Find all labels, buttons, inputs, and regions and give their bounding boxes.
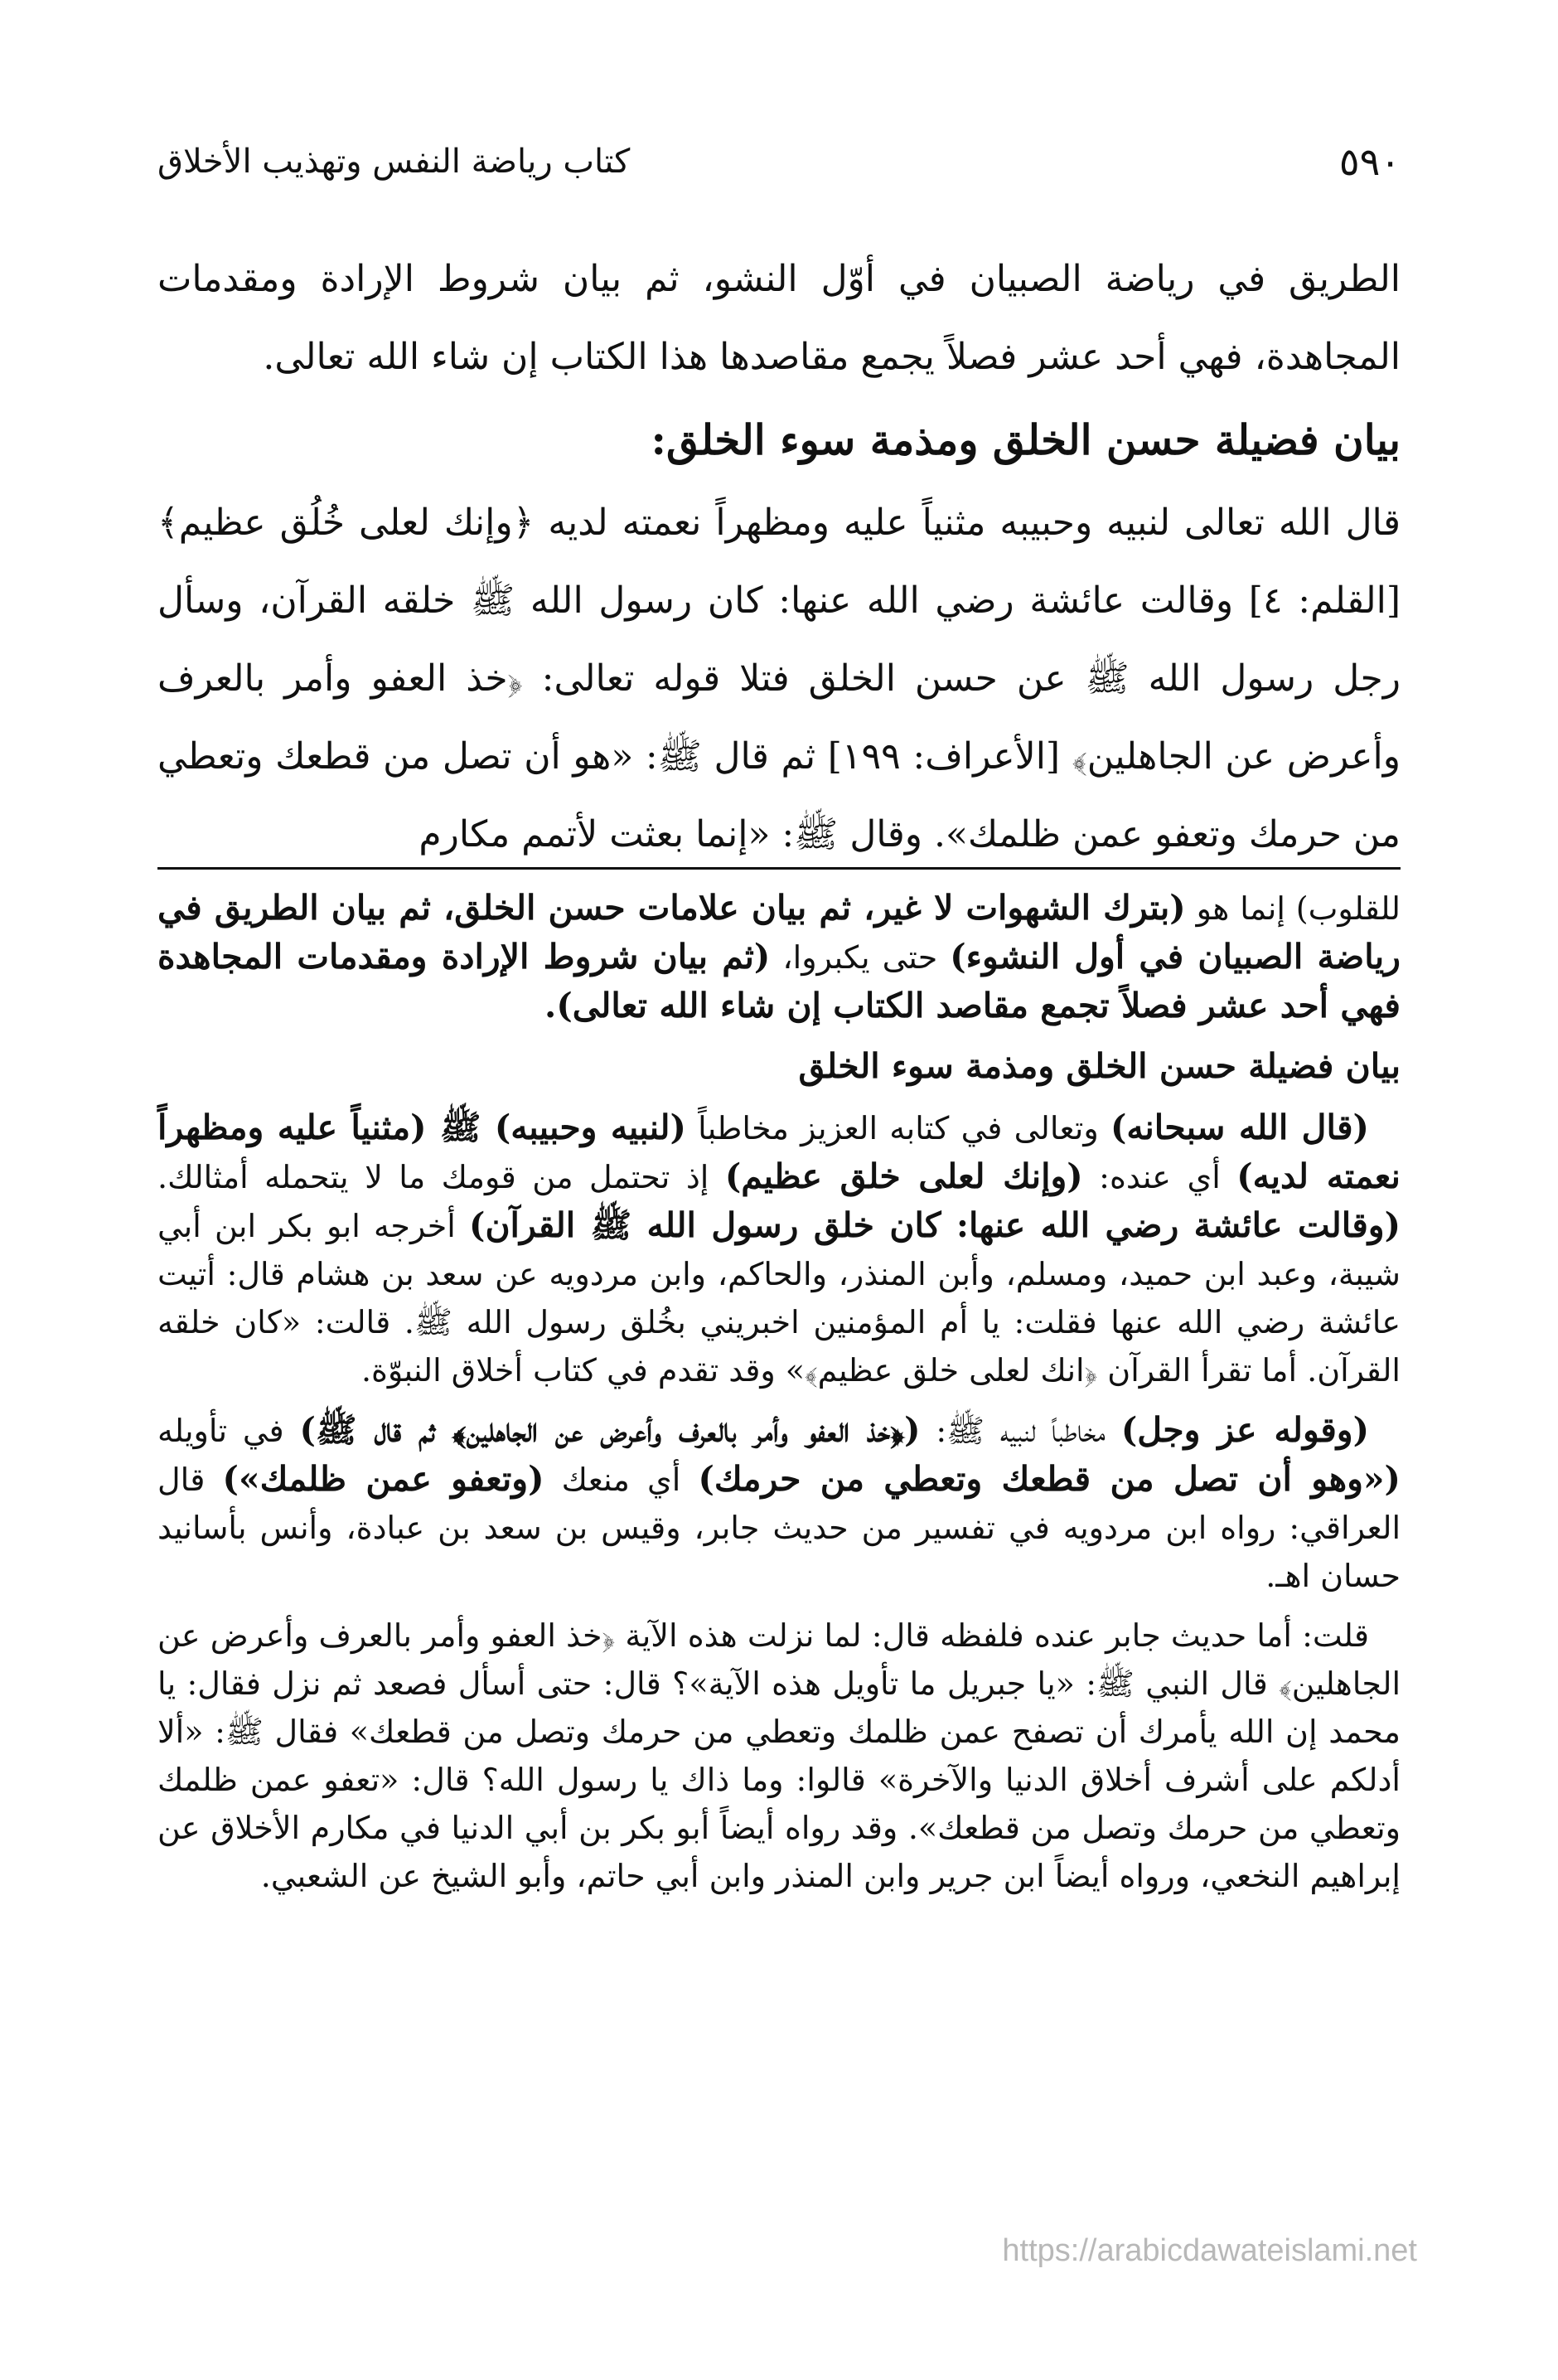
commentary-text: أي عنده: <box>1099 1159 1221 1195</box>
section-heading: بيان فضيلة حسن الخلق ومذمة سوء الخلق: <box>651 415 1401 464</box>
commentary-lemma: (وإنك لعلى خلق عظيم) <box>724 1156 1083 1196</box>
commentary-paragraph-1 <box>157 884 1401 1030</box>
commentary-lemma: (لنبيه وحبيبه) ﷺ (مثنياً عليه ومظهراً نعمته لديه) <box>157 1108 1401 1196</box>
commentary-text: قال العراقي: رواه ابن مردويه في تفسير من حديث جابر، وقيس بن سعد بن عبادة، وأنس بأسانيد حسان اهـ. <box>157 1461 1401 1594</box>
commentary-paragraph-3 <box>157 1406 1401 1600</box>
commentary-text: حتى يكبروا، <box>782 939 938 976</box>
commentary-text: وتعالى في كتابه العزيز مخاطباً <box>698 1110 1099 1146</box>
commentary <box>157 884 1401 1912</box>
page-number: ٥٩٠ <box>1338 139 1401 184</box>
commentary-lemma: (وقالت عائشة رضي الله عنها: كان خلق رسول الله ﷺ القرآن) <box>469 1205 1401 1245</box>
commentary-lemma: (وتعفو عمن ظلمك») <box>222 1459 544 1499</box>
commentary-paragraph-4: قلت: أما حديث جابر عنده فلفظه قال: لما نزلت هذه الآية ﴿خذ العفو وأمر بالعرف وأعرض عن الجاهلين﴾ قال النبي ﷺ: «يا جبريل ما تأويل هذه الآية»؟ قال: حتى أسأل فصعد ثم نزل فقال: يا محمد إن الله يأمرك أن تصفح عمن ظلمك وتعطي من حرمك وتصل من قطعك» فقال ﷺ: «ألا أدلكم على أشرف أخلاق الدنيا والآخرة» قالوا: وما ذاك يا رسول الله؟ قال: «تعفو عمن ظلمك وتعطي من حرمك وتصل من قطعك». وقد رواه أيضاً أبو بكر بن أبي الدنيا في مكارم الأخلاق عن إبراهيم النخعي، ورواه أيضاً ابن جرير وابن المنذر وابن أبي حاتم، وأبو الشيخ عن الشعبي. <box>157 1617 1401 1894</box>
running-head <box>157 133 1401 191</box>
commentary-text: إذ تحتمل من قومك ما لا يتحمله أمثالك. <box>157 1159 709 1195</box>
commentary-lemma: (﴿خذ العفو وأمر بالعرف وأعرض عن الجاهلين﴾ ثم قال ﷺ) <box>299 1410 921 1450</box>
commentary-text: مخاطباً لنبيه ﷺ: <box>936 1413 1106 1449</box>
commentary-text: للقلوب) إنما هو <box>1196 890 1401 927</box>
commentary-lemma: (ثم بيان شروط الإرادة ومقدمات المجاهدة فهي أحد عشر فصلاً تجمع مقاصد الكتاب إن شاء الله تعالى). <box>157 937 1401 1025</box>
watermark: https://arabicdawateislami.net <box>1002 2233 1417 2268</box>
commentary-lemma: (وقوله عز وجل) <box>1120 1410 1369 1450</box>
main-paragraph-1: الطريق في رياضة الصبيان في أوّل النشو، ثم بيان شروط الإرادة ومقدمات المجاهدة، فهي أحد عشر فصلاً يجمع مقاصدها هذا الكتاب إن شاء الله تعالى. <box>157 258 1401 378</box>
commentary-lemma: («وهو أن تصل من قطعك وتعطي من حرمك) <box>698 1459 1401 1499</box>
main-paragraph-2: قال الله تعالى لنبيه وحبيبه مثنياً عليه ومظهراً نعمته لديه ﴿وإنك لعلى خُلُق عظيم﴾ [القلم: ٤] وقالت عائشة رضي الله عنها: كان رسول الله ﷺ خلقه القرآن، وسأل رجل رسول الله ﷺ عن حسن الخلق فتلا قوله تعالى: ﴿خذ العفو وأمر بالعرف وأعرض عن الجاهلين﴾ [الأعراف: ١٩٩] ثم قال ﷺ: «هو أن تصل من قطعك وتعطي من حرمك وتعفو عمن ظلمك». وقال ﷺ: «إنما بعثت لأتمم مكارم <box>157 502 1401 856</box>
commentary-text: أخرجه ابو بكر ابن أبي شيبة، وعبد ابن حميد، ومسلم، وأبن المنذر، والحاكم، وابن مردويه عن سعد بن هشام قال: أتيت عائشة رضي الله عنها فقلت: يا أم المؤمنين اخبريني بخُلق رسول الله ﷺ. قالت: «كان خلقه القرآن. أما تقرأ القرآن ﴿انك لعلى خلق عظيم﴾» وقد تقدم في كتاب أخلاق النبوّة. <box>157 1208 1401 1389</box>
footnote-separator <box>157 867 1401 870</box>
running-title: كتاب رياضة النفس وتهذيب الأخلاق <box>157 143 631 181</box>
main-text <box>157 240 1401 874</box>
commentary-text: في تأويله <box>157 1413 284 1449</box>
commentary-text: أي منعك <box>561 1461 681 1498</box>
commentary-lemma: (بترك الشهوات لا غير، ثم بيان علامات حسن الخلق، ثم بيان الطريق في رياضة الصبيان في أول النشوء) <box>157 888 1401 977</box>
commentary-paragraph-2 <box>157 1103 1401 1394</box>
commentary-heading: بيان فضيلة حسن الخلق ومذمة سوء الخلق <box>798 1046 1401 1086</box>
commentary-lemma: (قال الله سبحانه) <box>1110 1108 1369 1147</box>
